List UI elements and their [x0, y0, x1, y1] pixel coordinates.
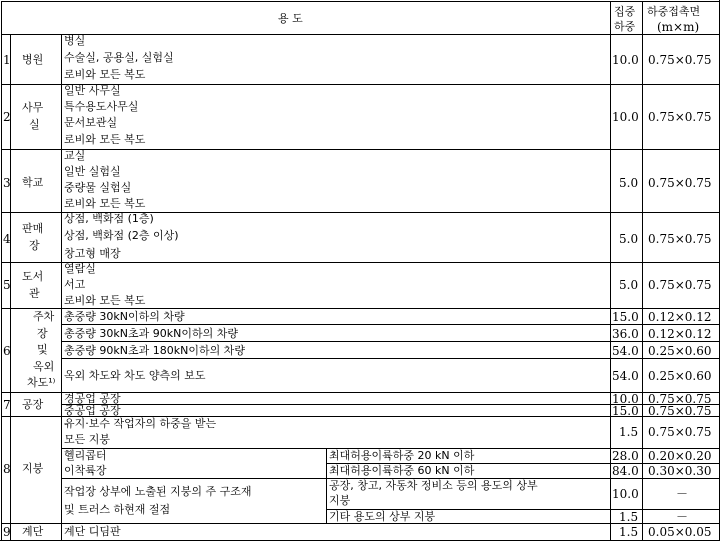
row-7b-load: 15.0 — [612, 404, 639, 418]
header-area-1: 하중접촉면 — [647, 5, 701, 18]
row-8c-load: 84.0 — [612, 464, 639, 478]
row-3-no: 3 — [3, 176, 11, 190]
row-1-category-cell — [10, 34, 61, 84]
row-5-load: 5.0 — [619, 278, 639, 292]
row-6-category-3: 및 — [37, 343, 48, 356]
row-8b-use-2: 이착륙장 — [64, 464, 107, 477]
row-9-category: 계단 — [22, 525, 44, 538]
row-2-use-4: 로비와 모든 복도 — [64, 133, 146, 146]
row-5-category-cell — [10, 262, 61, 308]
row-1-area: 0.75×0.75 — [648, 53, 712, 67]
row-5-area-cell — [642, 262, 719, 308]
header-area-2: (m×m) — [657, 20, 700, 34]
row-2-area-cell — [642, 84, 719, 149]
header-use: 용 도 — [278, 12, 303, 25]
row-7b-use-cell — [61, 404, 610, 416]
row-8b-area-cell — [642, 448, 719, 463]
row-6a-use-cell — [61, 308, 610, 324]
header-load-1: 집중 — [614, 5, 636, 18]
row-1-no-cell — [1, 34, 10, 84]
row-6-category-4: 옥외 — [33, 360, 55, 373]
row-4-no: 4 — [3, 232, 11, 246]
row-8b-load-cell — [610, 448, 642, 463]
row-4-use-2: 상점, 백화점 (2층 이상) — [64, 229, 179, 242]
row-7b-load-cell — [610, 404, 642, 416]
row-8d-area: － — [676, 487, 689, 501]
row-6b-use-cell — [61, 324, 610, 341]
row-1-uses-cell — [61, 34, 610, 84]
row-6c-use-cell — [61, 341, 610, 358]
header-area-cell — [642, 1, 719, 34]
row-4-category-cell — [10, 212, 61, 262]
row-2-use-3: 문서보관실 — [64, 116, 118, 129]
row-6-category-cell — [10, 308, 61, 392]
row-8-category: 지붕 — [22, 462, 44, 475]
row-4-area: 0.75×0.75 — [648, 232, 712, 246]
row-8a-use-cell — [61, 416, 610, 448]
row-8e-load-cell — [610, 509, 642, 523]
row-4-use-3: 창고형 매장 — [64, 247, 121, 260]
row-5-use-1: 열람실 — [64, 262, 96, 275]
row-4-area-cell — [642, 212, 719, 262]
row-7a-load: 10.0 — [612, 392, 639, 406]
row-6d-load: 54.0 — [612, 369, 639, 383]
row-6b-area-cell — [642, 324, 719, 341]
row-8d-use-1: 작업장 상부에 노출된 지붕의 주 구조재 — [64, 485, 252, 498]
row-8e-area: － — [676, 510, 689, 524]
header-load-cell — [610, 1, 642, 34]
row-8c-area: 0.30×0.30 — [648, 464, 712, 478]
row-7a-use-cell — [61, 392, 610, 404]
row-4-load: 5.0 — [619, 232, 639, 246]
row-8d-sub-1: 공장, 창고, 자동차 정비소 등의 용도의 상부 — [329, 479, 538, 492]
row-6a-load-cell — [610, 308, 642, 324]
row-1-use-2: 수술실, 공용실, 실험실 — [64, 51, 174, 64]
row-8b-sub-cell — [326, 448, 610, 463]
row-9-use-cell — [61, 523, 610, 540]
row-6b-load-cell — [610, 324, 642, 341]
row-8e-sub-cell — [326, 509, 610, 523]
row-8e-load: 1.5 — [619, 510, 639, 524]
row-2-category-1: 사무 — [22, 101, 44, 114]
row-8c-area-cell — [642, 463, 719, 478]
row-8b-sub: 최대허용이륙하중 20 kN 이하 — [329, 449, 475, 462]
row-6b-area: 0.12×0.12 — [648, 327, 712, 341]
row-6c-area-cell — [642, 341, 719, 358]
row-7-no: 7 — [3, 398, 11, 412]
row-8a-load-cell — [610, 416, 642, 448]
row-8d-area-cell — [642, 478, 719, 509]
row-2-category-2: 실 — [29, 118, 40, 131]
row-8a-load: 1.5 — [619, 425, 639, 439]
row-8b-load: 28.0 — [612, 449, 639, 463]
row-8d-use-2: 및 트러스 하현재 절점 — [64, 503, 171, 516]
row-6-no: 6 — [3, 344, 11, 358]
row-8-category-cell — [10, 416, 61, 523]
row-9-no: 9 — [3, 525, 11, 539]
row-4-use-1: 상점, 백화점 (1층) — [64, 212, 154, 225]
row-5-no-cell — [1, 262, 10, 308]
row-3-use-1: 교실 — [64, 149, 86, 162]
row-2-no-cell — [1, 84, 10, 149]
row-6d-area-cell — [642, 358, 719, 392]
row-8d-use-cell — [61, 478, 326, 523]
row-3-use-2: 일반 실험실 — [64, 165, 121, 178]
row-7-no-cell — [1, 392, 10, 416]
row-7a-use: 경공업 공장 — [64, 392, 121, 405]
row-2-category-cell — [10, 84, 61, 149]
row-6c-use: 총중량 90kN초과 180kN이하의 차량 — [64, 344, 245, 357]
row-7b-area: 0.75×0.75 — [648, 404, 712, 418]
row-4-category-2: 장 — [29, 239, 40, 252]
header-use-cell — [1, 1, 610, 34]
row-3-use-4: 로비와 모든 복도 — [64, 197, 146, 210]
row-6c-area: 0.25×0.60 — [648, 344, 712, 358]
row-8b-use-1: 헬리콥터 — [64, 449, 107, 462]
row-3-area: 0.75×0.75 — [648, 176, 712, 190]
row-8a-use-2: 모든 지붕 — [64, 433, 111, 446]
row-8c-sub-cell — [326, 463, 610, 478]
row-8-no-cell — [1, 416, 10, 523]
row-3-uses-cell — [61, 149, 610, 212]
row-6b-load: 36.0 — [612, 327, 639, 341]
row-8d-load: 10.0 — [612, 487, 639, 501]
row-6d-load-cell — [610, 358, 642, 392]
row-6a-use: 총중량 30kN이하의 차량 — [64, 310, 185, 323]
row-1-load-cell — [610, 34, 642, 84]
row-7a-area: 0.75×0.75 — [648, 392, 712, 406]
row-8-no: 8 — [3, 462, 11, 476]
row-8a-area: 0.75×0.75 — [648, 425, 712, 439]
row-2-load-cell — [610, 84, 642, 149]
row-3-load-cell — [610, 149, 642, 212]
row-8d-sub-2: 지붕 — [329, 494, 351, 507]
row-7-category: 공장 — [22, 398, 44, 411]
row-8b-use-cell — [61, 448, 326, 478]
row-3-no-cell — [1, 149, 10, 212]
row-4-uses-cell — [61, 212, 610, 262]
row-5-category-1: 도서 — [22, 270, 44, 283]
row-6b-use: 총중량 30kN초과 90kN이하의 차량 — [64, 327, 238, 340]
row-8d-sub-cell — [326, 478, 610, 509]
row-5-load-cell — [610, 262, 642, 308]
row-8b-area: 0.20×0.20 — [648, 449, 712, 463]
row-7b-area-cell — [642, 404, 719, 416]
row-3-category: 학교 — [22, 176, 44, 189]
row-3-load: 5.0 — [619, 176, 639, 190]
row-8a-area-cell — [642, 416, 719, 448]
row-2-use-2: 특수용도사무실 — [64, 100, 139, 113]
row-5-use-2: 서고 — [64, 278, 86, 291]
row-3-area-cell — [642, 149, 719, 212]
row-8c-sub: 최대허용이륙하중 60 kN 이하 — [329, 464, 475, 477]
row-6d-use: 옥외 차도와 차도 양측의 보도 — [64, 369, 206, 382]
row-7-category-cell — [10, 392, 61, 416]
row-9-area: 0.05×0.05 — [648, 525, 712, 539]
row-1-area-cell — [642, 34, 719, 84]
row-3-category-cell — [10, 149, 61, 212]
row-8c-load-cell — [610, 463, 642, 478]
row-2-area: 0.75×0.75 — [648, 110, 712, 124]
row-9-category-cell — [10, 523, 61, 540]
row-1-use-1: 병실 — [64, 34, 86, 47]
row-1-no: 1 — [3, 53, 11, 67]
row-9-load-cell — [610, 523, 642, 540]
row-8e-sub: 기타 용도의 상부 지붕 — [329, 510, 436, 523]
row-7a-load-cell — [610, 392, 642, 404]
row-6c-load-cell — [610, 341, 642, 358]
row-6a-area-cell — [642, 308, 719, 324]
row-2-load: 10.0 — [612, 110, 639, 124]
row-1-load: 10.0 — [612, 53, 639, 67]
row-4-no-cell — [1, 212, 10, 262]
row-1-use-3: 로비와 모든 복도 — [64, 68, 146, 81]
row-4-load-cell — [610, 212, 642, 262]
row-6-no-cell — [1, 308, 10, 392]
row-6d-area: 0.25×0.60 — [648, 369, 712, 383]
row-5-category-2: 관 — [29, 287, 40, 300]
row-5-no: 5 — [3, 278, 11, 292]
row-1-category: 병원 — [22, 53, 44, 66]
row-4-category-1: 판매 — [22, 222, 44, 235]
row-7b-use: 중공업 공장 — [64, 404, 121, 417]
row-9-load: 1.5 — [619, 525, 639, 539]
row-2-uses-cell — [61, 84, 610, 149]
row-6d-use-cell — [61, 358, 610, 392]
row-3-use-3: 중량물 실험실 — [64, 181, 132, 194]
row-7a-area-cell — [642, 392, 719, 404]
row-2-use-1: 일반 사무실 — [64, 84, 121, 97]
row-9-area-cell — [642, 523, 719, 540]
row-8e-area-cell — [642, 509, 719, 523]
row-2-no: 2 — [3, 110, 11, 124]
row-9-no-cell — [1, 523, 10, 540]
header-load-2: 하중 — [614, 20, 636, 33]
row-6a-load: 15.0 — [612, 310, 639, 324]
row-6a-area: 0.12×0.12 — [648, 310, 712, 324]
row-5-uses-cell — [61, 262, 610, 308]
row-9-use: 계단 디딤판 — [64, 525, 121, 538]
row-6c-load: 54.0 — [612, 344, 639, 358]
row-6-category-2: 장 — [37, 327, 48, 340]
row-8a-use-1: 유지·보수 작업자의 하중을 받는 — [64, 417, 217, 430]
row-6-category-5: 차도¹⁾ — [27, 376, 56, 389]
row-5-area: 0.75×0.75 — [648, 278, 712, 292]
row-8d-load-cell — [610, 478, 642, 509]
row-5-use-3: 로비와 모든 복도 — [64, 294, 146, 307]
row-6-category-1: 주차 — [33, 310, 55, 323]
